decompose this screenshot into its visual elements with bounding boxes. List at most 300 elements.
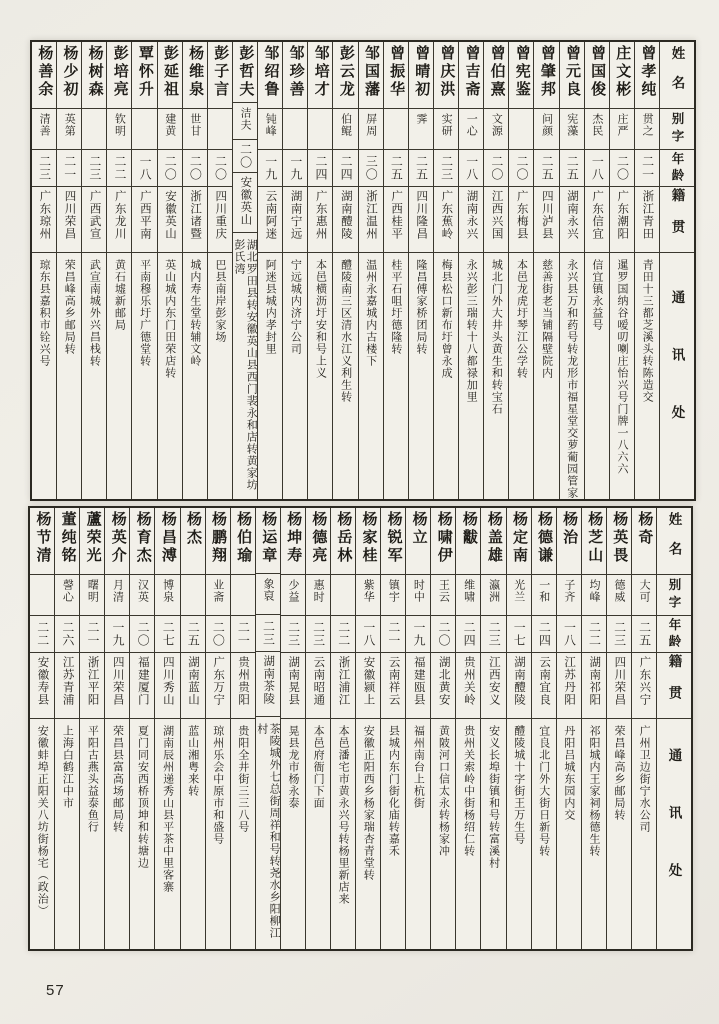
- native-place-cell: [333, 187, 357, 253]
- native-place-cell-text: 浙江温州: [365, 190, 377, 240]
- age-cell: [82, 150, 106, 187]
- age-cell: [409, 150, 433, 187]
- age-cell-text: 二五: [565, 155, 580, 181]
- native-place-cell-text: 浙江诸暨: [189, 190, 202, 240]
- native-place-cell-text: 广东万宁: [212, 656, 225, 706]
- age-cell-text: 二五: [186, 621, 201, 647]
- age-cell-text: 二〇: [163, 155, 178, 181]
- address-cell-text: 城内寿生堂转辅文岭: [188, 259, 201, 367]
- native-place-cell-text: 江西兴国: [490, 190, 503, 240]
- name-cell-text: 曾伯熹: [488, 45, 506, 99]
- alias-cell-text: 均峰: [587, 579, 600, 603]
- alias-cell-text: 钝峰: [264, 113, 277, 137]
- native-place-cell: [183, 187, 207, 253]
- address-cell-text: 祁阳城内王家祠杨德生转: [587, 725, 600, 857]
- address-cell-text: 武宣南城外兴昌栈转: [88, 259, 101, 367]
- address-cell-text: 黄陂河口信太永转杨家冲: [437, 725, 450, 857]
- native-place-cell: [484, 187, 508, 253]
- alias-cell-text: 世甘: [188, 113, 201, 137]
- address-cell: [283, 253, 307, 499]
- header-address-label: 通讯处: [666, 747, 682, 921]
- alias-cell: [130, 575, 154, 616]
- native-place-cell: [434, 187, 458, 253]
- native-place-cell-text: 湖南永兴: [465, 190, 478, 240]
- alias-cell: [132, 109, 156, 150]
- address-cell: [181, 719, 205, 949]
- alias-cell-text: 建黄: [163, 113, 176, 137]
- native-place-cell: [534, 187, 558, 253]
- native-place-cell-text: 四川荣昌: [613, 656, 626, 706]
- name-cell-text: 彭培亮: [111, 45, 129, 99]
- address-cell-text: 桂平石咀圩德隆转: [389, 259, 402, 355]
- header-age-label: 年龄: [670, 151, 684, 185]
- age-cell: [632, 616, 656, 653]
- native-place-cell-text: 湖南蓝山: [186, 656, 199, 706]
- address-cell: [80, 719, 104, 949]
- alias-cell-text: 问颜: [540, 113, 553, 137]
- header-age: [657, 616, 691, 653]
- name-cell-text: 杨运章: [260, 511, 278, 565]
- name-cell: [406, 508, 430, 575]
- name-cell: [534, 42, 558, 109]
- age-cell-text: 二〇: [213, 155, 228, 181]
- address-cell: [560, 253, 584, 499]
- age-cell: [32, 150, 56, 187]
- age-cell: [306, 616, 330, 653]
- alias-cell: [233, 103, 257, 140]
- native-place-cell: [281, 653, 305, 719]
- name-cell: [132, 42, 156, 109]
- alias-cell: [258, 109, 282, 150]
- address-cell: [331, 719, 355, 949]
- age-cell: [610, 150, 634, 187]
- age-cell-text: 一八: [562, 621, 577, 647]
- entry-column: [180, 508, 205, 949]
- native-place-cell: [130, 653, 154, 719]
- native-place-cell: [356, 653, 380, 719]
- name-cell: [308, 42, 332, 109]
- header-column: [656, 508, 691, 949]
- native-place-cell-text: 广西武宣: [88, 190, 101, 240]
- native-place-cell: [158, 187, 182, 253]
- name-cell-text: 杨坤寿: [285, 511, 303, 565]
- native-place-cell: [557, 653, 581, 719]
- age-cell-text: 二〇: [238, 143, 253, 170]
- native-place-cell: [585, 187, 609, 253]
- native-place-cell: [231, 653, 255, 719]
- address-cell: [233, 233, 257, 499]
- native-place-cell: [384, 187, 408, 253]
- entry-column: [131, 42, 156, 499]
- header-name: [657, 508, 691, 575]
- header-name-label: 姓名: [666, 511, 682, 571]
- age-cell-text: 二二: [35, 621, 50, 647]
- native-place-cell: [132, 187, 156, 253]
- name-cell: [481, 508, 505, 575]
- entry-column: [606, 508, 631, 949]
- native-place-cell-text: 江苏青浦: [61, 656, 74, 706]
- alias-cell-text: 象裒: [261, 578, 274, 603]
- entry-column: [54, 508, 79, 949]
- alias-cell-text: 博泉: [161, 579, 174, 603]
- name-cell-text: 曾振华: [388, 45, 406, 99]
- address-cell: [155, 719, 179, 949]
- entry-column: [280, 508, 305, 949]
- name-cell: [557, 508, 581, 575]
- alias-cell: [384, 109, 408, 150]
- age-cell: [560, 150, 584, 187]
- age-cell: [333, 150, 357, 187]
- age-cell: [582, 616, 606, 653]
- name-cell: [256, 508, 280, 574]
- name-cell-text: 杨伯瑜: [235, 511, 253, 565]
- alias-cell: [333, 109, 357, 150]
- name-cell-text: 曾肇邦: [538, 45, 556, 99]
- address-cell-text: 蓝山湘粤来转: [186, 725, 199, 797]
- address-cell: [306, 719, 330, 949]
- alias-cell-text: 贯之: [641, 113, 654, 137]
- name-cell: [30, 508, 54, 575]
- entry-column: [455, 508, 480, 949]
- age-cell: [256, 615, 280, 652]
- address-cell-text: 福州南台上杭街: [412, 725, 425, 809]
- age-cell-text: 二五: [414, 155, 429, 181]
- address-cell-text: 黄石墟新邮局: [113, 259, 126, 331]
- address-cell: [281, 719, 305, 949]
- name-cell-text: 杨维泉: [187, 45, 205, 99]
- age-cell: [183, 150, 207, 187]
- age-cell: [105, 616, 129, 653]
- entry-column: [81, 42, 106, 499]
- name-cell-text: 杨德谦: [536, 511, 554, 565]
- alias-cell: [582, 575, 606, 616]
- native-place-cell-text: 广西桂平: [390, 190, 403, 240]
- name-cell-text: 彭延祖: [161, 45, 179, 99]
- alias-cell: [481, 575, 505, 616]
- name-cell-text: 杨鹏翔: [210, 511, 228, 565]
- address-cell: [158, 253, 182, 499]
- page-number: 57: [46, 982, 65, 999]
- entry-column: [430, 508, 455, 949]
- entry-column: [531, 508, 556, 949]
- native-place-cell: [208, 187, 232, 253]
- name-cell-text: 邹培才: [312, 45, 330, 99]
- alias-cell: [484, 109, 508, 150]
- name-cell-text: 曾宪鉴: [513, 45, 531, 99]
- name-cell: [181, 508, 205, 575]
- alias-cell: [557, 575, 581, 616]
- native-place-cell-text: 浙江浦江: [337, 656, 350, 706]
- address-cell-text: 温州永嘉城内古楼下: [364, 259, 377, 367]
- age-cell-text: 一八: [138, 155, 153, 181]
- name-cell-text: 蘆荣光: [84, 511, 102, 565]
- age-cell: [359, 150, 383, 187]
- address-cell-text: 平阳古燕头益泰鱼行: [86, 725, 99, 833]
- alias-cell-text: 庄严: [615, 113, 628, 137]
- address-cell: [183, 253, 207, 499]
- alias-cell-text: 德威: [613, 579, 626, 603]
- age-cell-text: 二四: [314, 155, 329, 181]
- native-place-cell-text: 云南昭通: [312, 656, 325, 706]
- age-cell: [381, 616, 405, 653]
- address-cell-text: 醴陵城十字街王万生号: [512, 725, 525, 845]
- age-cell-text: 二一: [236, 621, 251, 647]
- alias-cell-text: 清善: [38, 113, 51, 137]
- age-cell-text: 二〇: [211, 621, 226, 647]
- native-place-cell-text: 湖南茶陵: [262, 654, 275, 705]
- native-place-cell: [409, 187, 433, 253]
- entry-column: [332, 42, 357, 499]
- age-cell-text: 二四: [462, 621, 477, 647]
- alias-cell: [585, 109, 609, 150]
- address-cell: [308, 253, 332, 499]
- alias-cell: [80, 575, 104, 616]
- address-cell-text: 隆昌傅家桥团局转: [414, 259, 427, 355]
- name-cell: [356, 508, 380, 575]
- address-cell: [532, 719, 556, 949]
- name-cell-text: 曾吉斋: [463, 45, 481, 99]
- entry-column: [282, 42, 307, 499]
- entry-column: [355, 508, 380, 949]
- native-place-cell: [632, 653, 656, 719]
- name-cell: [206, 508, 230, 575]
- native-place-cell-text: 安徽颍上: [362, 656, 375, 706]
- name-cell-text: 杨岳林: [335, 511, 353, 565]
- address-cell: [456, 719, 480, 949]
- name-cell: [130, 508, 154, 575]
- native-place-cell-text: 云南宜良: [538, 656, 551, 706]
- alias-cell: [331, 575, 355, 616]
- address-cell-text: 茶陵城外七总街周祥和号转尧水乡阳柳江村: [255, 723, 280, 940]
- name-cell: [105, 508, 129, 575]
- name-cell: [607, 508, 631, 575]
- age-cell-text: 二七: [161, 621, 176, 647]
- address-cell-text: 城北门外大井头黄生和转宝石: [490, 259, 503, 415]
- native-place-cell: [507, 653, 531, 719]
- address-cell: [632, 719, 656, 949]
- alias-cell-text: 一心: [465, 113, 478, 137]
- native-place-cell-text: 安徽寿县: [36, 656, 49, 706]
- address-cell-text: 巴县南岸彭家场: [213, 259, 226, 343]
- address-cell: [409, 253, 433, 499]
- alias-cell-text: 子齐: [562, 579, 575, 603]
- alias-cell-text: 紫华: [362, 579, 375, 603]
- age-cell: [233, 140, 257, 174]
- age-cell-text: 二六: [60, 621, 75, 647]
- name-cell-text: 杨家桂: [360, 511, 378, 565]
- age-cell: [406, 616, 430, 653]
- header-address-label: 通讯处: [669, 289, 685, 463]
- address-cell-text: 本邑府衙门下面: [312, 725, 325, 809]
- alias-cell-text: 英第: [63, 113, 76, 137]
- alias-cell: [308, 109, 332, 150]
- name-cell: [32, 42, 56, 109]
- age-cell-text: 二〇: [489, 155, 504, 181]
- entry-column: [157, 42, 182, 499]
- name-cell: [359, 42, 383, 109]
- name-cell: [57, 42, 81, 109]
- age-cell-text: 二三: [286, 621, 301, 647]
- age-cell: [607, 616, 631, 653]
- age-cell: [281, 616, 305, 653]
- alias-cell-text: 瀛洲: [487, 579, 500, 603]
- address-cell-text: 青田十三都芝溪头转陈造交: [641, 259, 654, 403]
- native-place-cell: [233, 173, 257, 233]
- age-cell: [585, 150, 609, 187]
- native-place-cell: [283, 187, 307, 253]
- entry-column: [358, 42, 383, 499]
- header-place-label: 籍贯: [669, 188, 685, 251]
- name-cell-text: 曾晴初: [413, 45, 431, 99]
- name-cell-text: 庄文彬: [614, 45, 632, 99]
- native-place-cell-text: 四川秀山: [161, 656, 174, 706]
- alias-cell-text: 文源: [490, 113, 503, 137]
- age-cell-text: 二〇: [437, 621, 452, 647]
- alias-cell: [281, 575, 305, 616]
- address-cell: [258, 253, 282, 499]
- address-cell-text: 平南穆乐圩广德堂转: [138, 259, 151, 367]
- name-cell-text: 杨英介: [109, 511, 127, 565]
- native-place-cell-text: 浙江平阳: [86, 656, 99, 706]
- age-cell: [356, 616, 380, 653]
- address-cell: [509, 253, 533, 499]
- alias-cell: [107, 109, 131, 150]
- name-cell: [384, 42, 408, 109]
- age-cell: [331, 616, 355, 653]
- alias-cell: [231, 575, 255, 616]
- entry-column: [533, 42, 558, 499]
- address-cell: [434, 253, 458, 499]
- entry-column: [559, 42, 584, 499]
- address-cell-text: 晃县龙市杨永泰: [287, 725, 300, 809]
- alias-cell: [283, 109, 307, 150]
- name-cell: [306, 508, 330, 575]
- header-place: [657, 653, 691, 719]
- alias-cell-text: 镇宇: [387, 579, 400, 603]
- entry-column: [556, 508, 581, 949]
- address-cell-text: 本邑龙虎圩琴江公学转: [515, 259, 528, 379]
- address-cell: [557, 719, 581, 949]
- address-cell: [431, 719, 455, 949]
- native-place-cell-text: 广东兴宁: [638, 656, 651, 706]
- age-cell: [80, 616, 104, 653]
- name-cell-text: 覃怀升: [136, 45, 154, 99]
- name-cell: [381, 508, 405, 575]
- address-cell-text: 湖北罗田县转安徽英山县西门裴永和店转黄家坊彭氏湾: [232, 239, 257, 492]
- age-cell-text: 二三: [87, 155, 102, 181]
- entry-column: [609, 42, 634, 499]
- age-cell-text: 二二: [336, 621, 351, 647]
- name-cell: [582, 508, 606, 575]
- entry-column: [154, 508, 179, 949]
- age-cell: [384, 150, 408, 187]
- alias-cell: [356, 575, 380, 616]
- name-cell-text: 杨黻: [460, 511, 478, 547]
- native-place-cell-text: 安徽英山: [164, 190, 176, 240]
- age-cell-text: 二三: [261, 619, 276, 646]
- native-place-cell-text: 四川荣昌: [63, 190, 76, 240]
- age-cell-text: 一八: [361, 621, 376, 647]
- name-cell-text: 邹绍鲁: [262, 45, 280, 99]
- native-place-cell: [481, 653, 505, 719]
- age-cell: [456, 616, 480, 653]
- alias-cell: [381, 575, 405, 616]
- alias-cell-text: 宪藻: [565, 113, 578, 137]
- alias-cell-text: 大可: [638, 579, 651, 603]
- address-cell-text: 英山城内东门田荣店转: [163, 259, 176, 379]
- entry-column: [480, 508, 505, 949]
- alias-cell-text: 杰民: [590, 113, 603, 137]
- native-place-cell-text: 福建瓯县: [412, 656, 425, 706]
- age-cell-text: 二三: [612, 621, 627, 647]
- alias-cell-text: 伯鲲: [339, 113, 352, 137]
- alias-cell: [155, 575, 179, 616]
- name-cell-text: 杨德亮: [310, 511, 328, 565]
- name-cell-text: 彭云龙: [337, 45, 355, 99]
- alias-cell: [206, 575, 230, 616]
- entry-column: [330, 508, 355, 949]
- name-cell-text: 杨少初: [61, 45, 79, 99]
- native-place-cell-text: 江苏丹阳: [563, 656, 576, 706]
- age-cell: [55, 616, 79, 653]
- entry-column: [129, 508, 154, 949]
- age-cell-text: 二四: [537, 621, 552, 647]
- entry-column: [207, 42, 232, 499]
- native-place-cell: [155, 653, 179, 719]
- age-cell-text: 二〇: [615, 155, 630, 181]
- header-column: [659, 42, 694, 499]
- age-cell: [459, 150, 483, 187]
- address-cell-text: 县城内东门街化庙转嘉禾: [387, 725, 400, 857]
- entry-column: [508, 42, 533, 499]
- address-cell-text: 信宜镇永益号: [590, 259, 603, 331]
- name-cell-text: 邹国藩: [362, 45, 380, 99]
- native-place-cell: [30, 653, 54, 719]
- native-place-cell: [181, 653, 205, 719]
- directory-table-bottom: [28, 506, 693, 951]
- address-cell-text: 本邑横沥圩安和号上义: [314, 259, 327, 379]
- age-cell-text: 二五: [637, 621, 652, 647]
- native-place-cell: [80, 653, 104, 719]
- alias-cell: [635, 109, 659, 150]
- name-cell-text: 杨节清: [34, 511, 52, 565]
- age-cell-text: 二三: [439, 155, 454, 181]
- name-cell: [158, 42, 182, 109]
- age-cell-text: 二五: [389, 155, 404, 181]
- age-cell: [557, 616, 581, 653]
- entry-column: [631, 508, 656, 949]
- address-cell-text: 贵阳全井街三三八号: [236, 725, 249, 833]
- name-cell-text: 杨杰: [184, 511, 202, 547]
- alias-cell-text: 霁: [414, 113, 427, 125]
- age-cell-text: 二〇: [188, 155, 203, 181]
- alias-cell-text: 惠时: [312, 579, 325, 603]
- header-age-label: 年龄: [667, 617, 681, 651]
- native-place-cell: [258, 187, 282, 253]
- entry-column: [232, 42, 257, 499]
- age-cell-text: 二一: [85, 621, 100, 647]
- age-cell: [532, 616, 556, 653]
- native-place-cell-text: 湖北黄安: [437, 656, 450, 706]
- name-cell: [281, 508, 305, 575]
- name-cell: [532, 508, 556, 575]
- age-cell: [635, 150, 659, 187]
- native-place-cell: [57, 187, 81, 253]
- header-name: [660, 42, 694, 109]
- address-cell: [356, 719, 380, 949]
- name-cell: [434, 42, 458, 109]
- header-alias: [660, 109, 694, 150]
